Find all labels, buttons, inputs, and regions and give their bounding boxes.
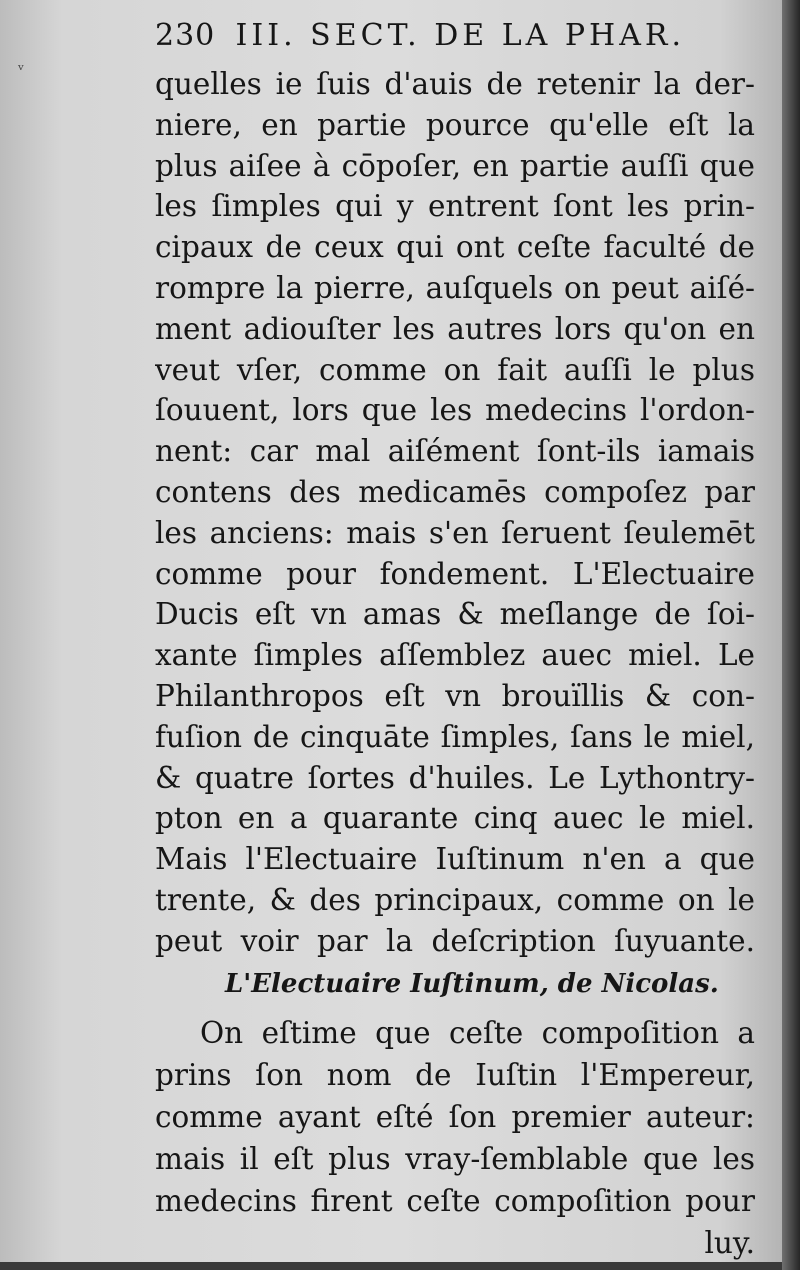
section-text — [155, 1012, 755, 1262]
section-heading: L'Electuaire Iuſtinum, de Nicolas. — [225, 969, 719, 999]
page-edge-shadow — [782, 0, 800, 1270]
catchword: luy. — [704, 1226, 755, 1260]
text-line: les ſimples qui y entrent ſont les prin- — [155, 189, 755, 224]
text-line: peut voir par la deſcription ſuyuante. — [155, 923, 755, 958]
text-line: Ducis eſt vn amas & meſlange de ſoi- — [155, 597, 755, 632]
body-text — [155, 64, 755, 962]
text-line: & quatre ſortes d'huiles. Le Lythontry- — [155, 760, 755, 795]
text-line: niere, en partie pource qu'elle eſt la — [155, 107, 755, 142]
text-line: contens des medicamēs compoſez par — [155, 474, 755, 509]
page-number: 230 — [155, 18, 216, 53]
text-line: fuſion de cinquāte ſimples, ſans le miel, — [155, 719, 755, 754]
text-line: ſouuent, lors que les medecins l'ordon- — [155, 393, 755, 428]
running-title: III. SECT. DE LA PHAR. — [235, 18, 685, 53]
text-line: veut vſer, comme on fait auſſi le plus — [155, 352, 755, 387]
text-line: medecins firent ceſte compoſition pour — [155, 1184, 755, 1218]
margin-mark: ᵛ — [18, 60, 24, 79]
text-line: pton en a quarante cinq auec le miel. — [155, 801, 755, 836]
text-line: comme ayant eſté ſon premier auteur: — [155, 1100, 755, 1134]
text-line: Mais l'Electuaire Iuſtinum n'en a que — [155, 842, 755, 877]
text-line: prins ſon nom de Iuſtin l'Empereur, — [155, 1058, 755, 1092]
text-line: On eſtime que ceſte compoſition a — [200, 1016, 755, 1050]
page-bottom-edge — [0, 1262, 782, 1270]
text-line: nent: car mal aiſément ſont-ils iamais — [155, 434, 755, 469]
text-line: plus aiſee à cōpoſer, en partie auſſi que — [155, 148, 755, 183]
text-line: Philanthropos eſt vn brouïllis & con- — [155, 678, 755, 713]
text-line: trente, & des principaux, comme on le — [155, 882, 755, 917]
text-line: cipaux de ceux qui ont ceſte faculté de — [155, 230, 755, 265]
text-line: les anciens: mais s'en ſeruent ſeulemēt — [155, 515, 755, 550]
text-line: quelles ie ſuis d'auis de retenir la der- — [155, 67, 755, 101]
text-line: ment adiouſter les autres lors qu'on en — [155, 311, 755, 346]
running-header — [155, 14, 715, 58]
text-line: xante ſimples aſſemblez auec miel. Le — [155, 638, 755, 673]
text-line: comme pour fondement. L'Electuaire — [155, 556, 755, 591]
text-line: mais il eſt plus vray-ſemblable que les — [155, 1142, 755, 1176]
text-line: rompre la pierre, auſquels on peut aiſé- — [155, 270, 755, 305]
